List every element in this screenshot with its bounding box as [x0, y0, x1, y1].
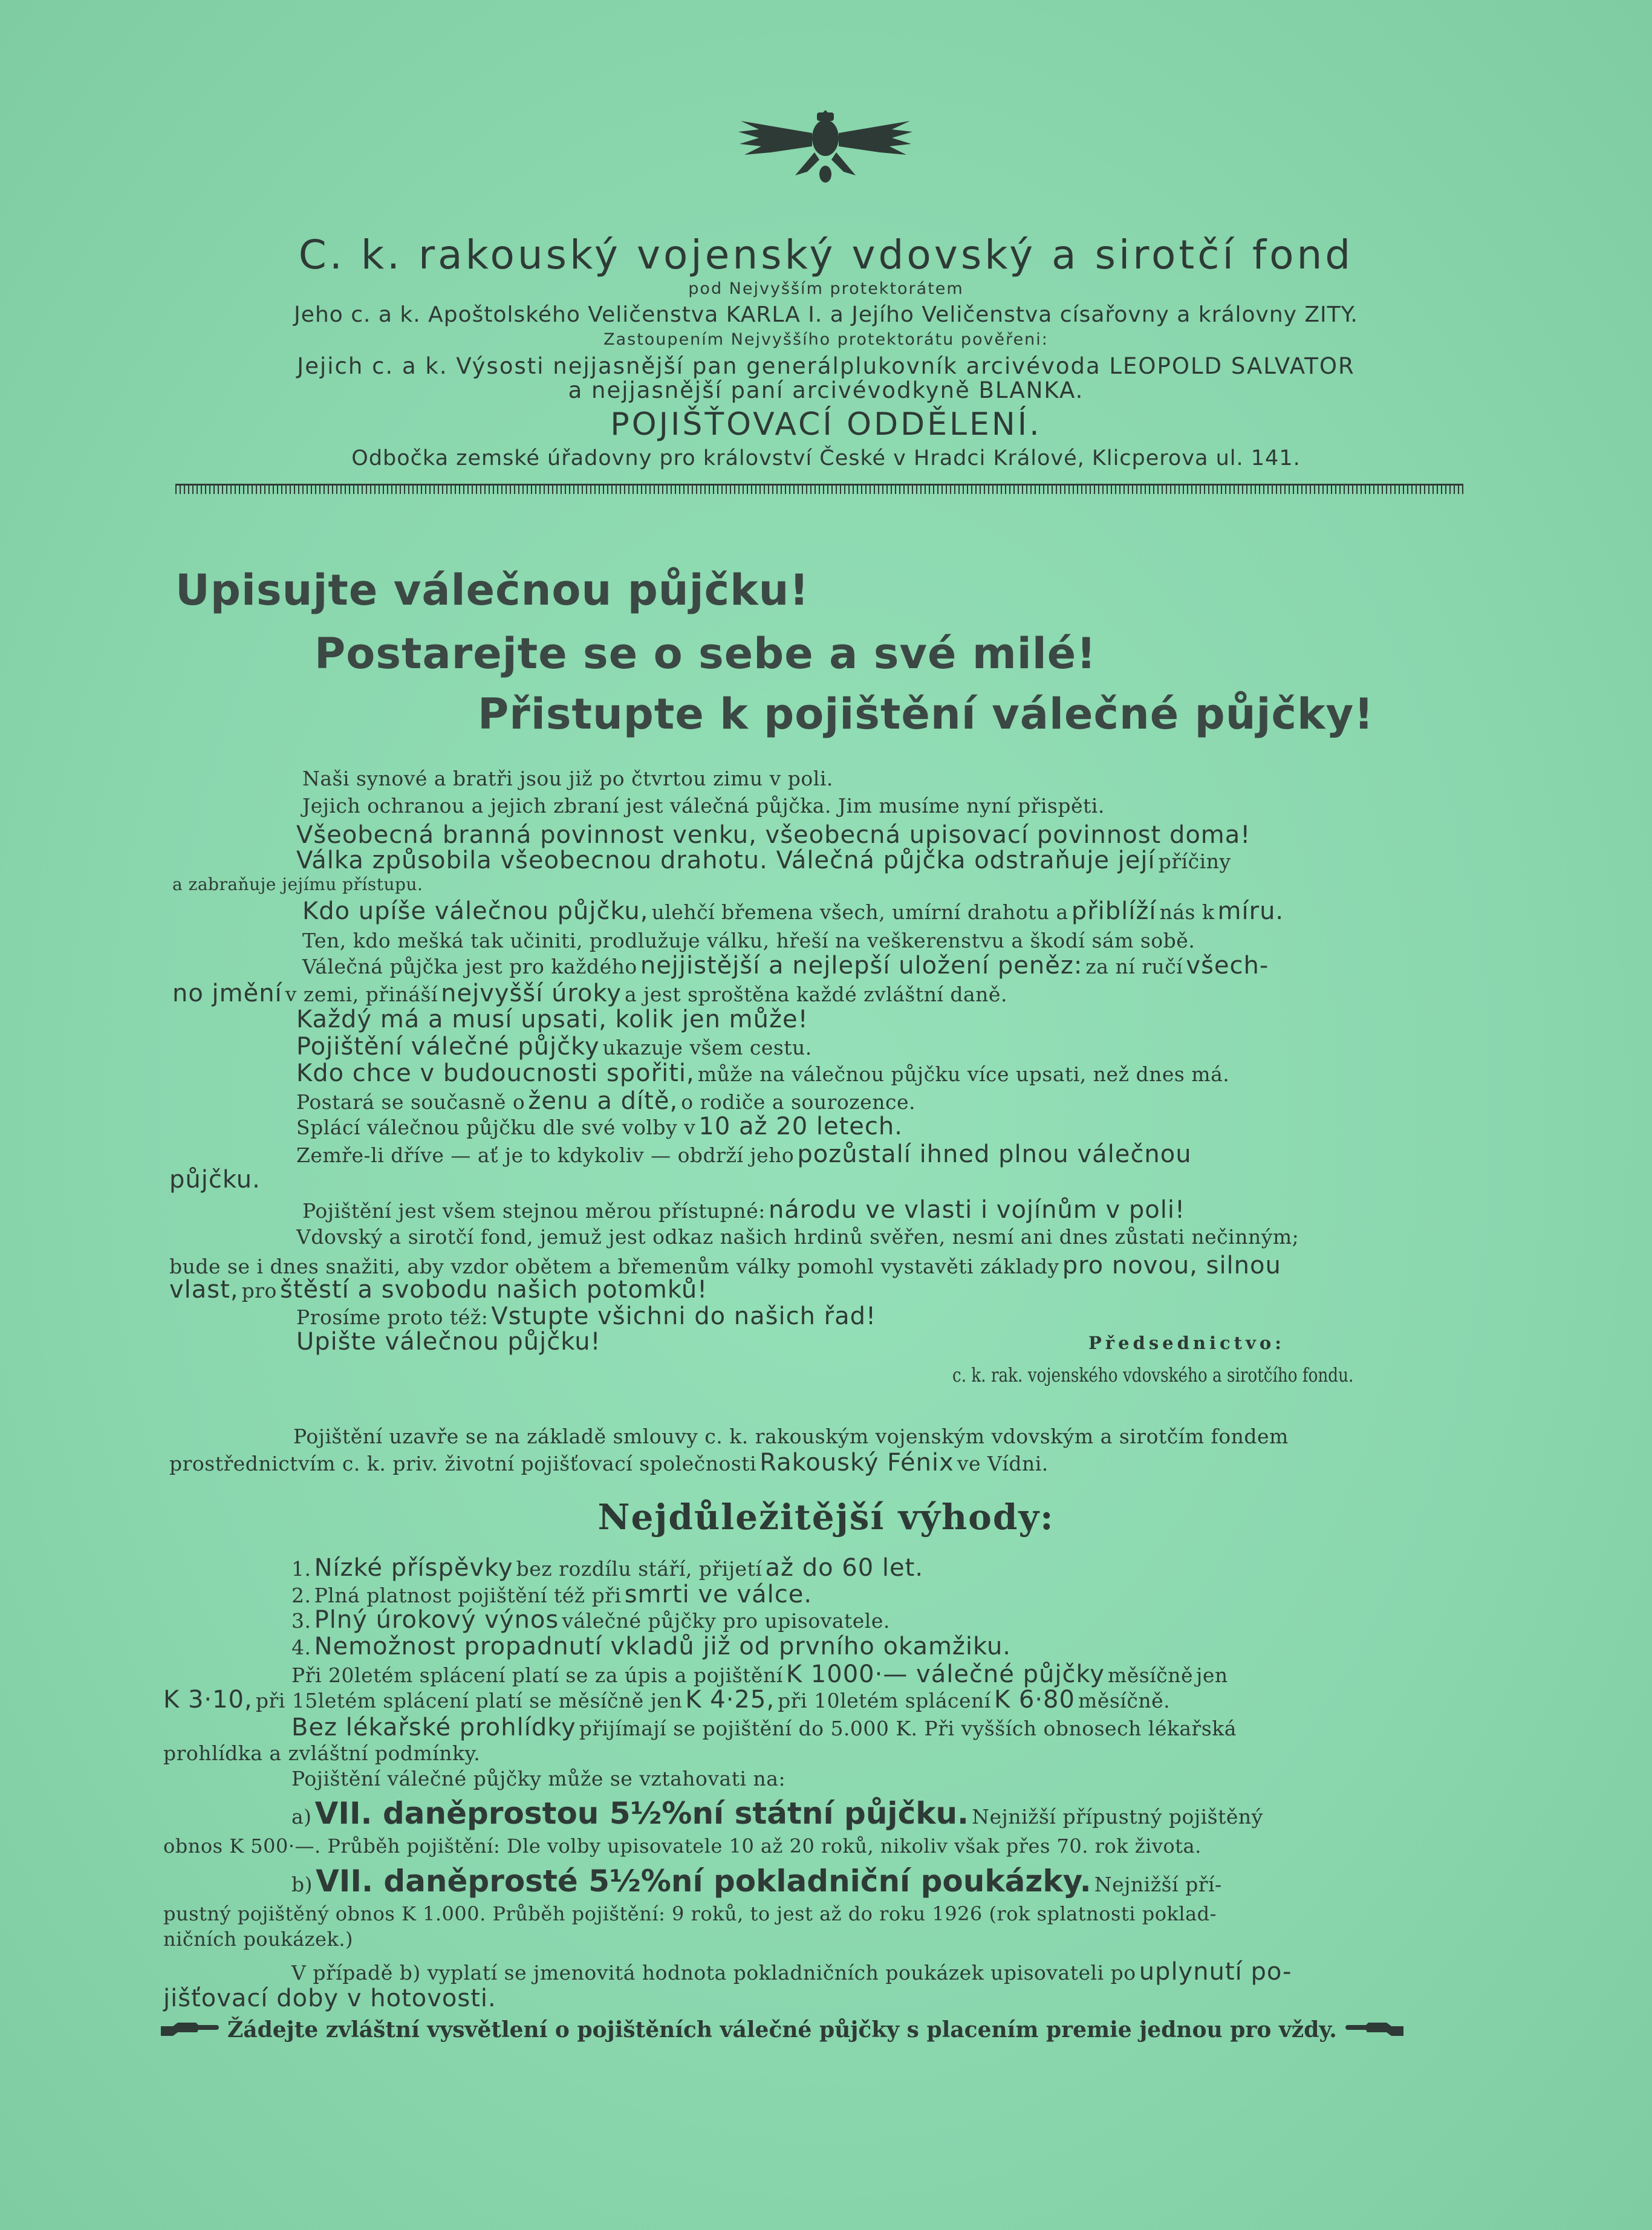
medical-line-1 [291, 1714, 1237, 1741]
body-line [296, 1033, 812, 1061]
body-line [296, 1140, 1192, 1168]
body-fragment: Kdo upíše válečnou půjčku, [302, 897, 649, 925]
option-b-line-1 [291, 1864, 1222, 1899]
body-line: Upište válečnou půjčku! [296, 1328, 601, 1356]
body-fragment: ženu a dítě, [528, 1087, 678, 1115]
body-fragment: příčiny [1158, 850, 1231, 873]
body-fragment: Válka způsobila všeobecnou drahotu. Válečná půjčka odstraňuje její [296, 847, 1156, 874]
option-a-line-2: obnos K 500·—. Průběh pojištění: Dle volby upisovatele 10 až 20 roků, nikoliv však přes 70. rok života. [163, 1835, 1202, 1858]
header-line-2: Jeho c. a k. Apoštolského Veličenstva KARLA I. a Jejího Veličenstva císařovny a královny ZITY. [294, 302, 1358, 327]
headline-1: Upisujte válečnou půjčku! [175, 565, 810, 615]
medical-fragment: přijímají se pojištění do 5.000 K. Při vyšších obnosech lékařská [579, 1717, 1237, 1740]
applies-line: Pojištění válečné půjčky může se vztahovati na: [291, 1767, 786, 1790]
medical-line-2: prohlídka a zvláštní podmínky. [163, 1741, 481, 1765]
body-fragment: ulehčí břemena všech, umírní drahotu a [651, 900, 1068, 924]
body-line [302, 952, 1269, 980]
rate-fragment: měsíčně. [1078, 1689, 1171, 1712]
body-line: půjčku. [169, 1166, 261, 1194]
payout-fragment: uplynutí po- [1139, 1958, 1292, 1986]
rate-fragment: jen [1196, 1663, 1228, 1687]
option-letter: a) [291, 1805, 312, 1829]
rate-fragment: K 3·10, [163, 1686, 253, 1714]
payout-line-2: jišťovací doby v hotovosti. [163, 1985, 496, 2012]
body-fragment: může na válečnou půjčku více upsati, než dnes má. [697, 1062, 1230, 1086]
branch-address: Odbočka zemské úřadovny pro království České v Hradci Králové, Klicperova ul. 141. [351, 446, 1301, 470]
item-fragment: bez rozdílu stáří, přijetí [516, 1557, 763, 1581]
body-line [302, 897, 1284, 925]
body-fragment: 10 až 20 letech. [698, 1113, 903, 1140]
option-title: VII. daněprostou 5½%ní státní půjčku. [314, 1796, 969, 1831]
advantage-item-4 [291, 1633, 1011, 1660]
body-fragment: Válečná půjčka jest pro každého [302, 955, 637, 978]
body-line [296, 1302, 876, 1330]
option-fragment: Nejnižší pří- [1094, 1873, 1222, 1896]
body-fragment: vlast, [169, 1276, 239, 1304]
rate-fragment: K 1000·— válečné půjčky [785, 1660, 1105, 1688]
body-line: Naši synové a bratři jsou již po čtvrtou zimu v poli. [302, 767, 833, 790]
option-fragment: Nejnižší přípustný pojištěný [972, 1805, 1263, 1829]
option-b-line-2: pustný pojištěný obnos K 1.000. Průběh pojištění: 9 roků, to jest až do roku 1926 (rok splatnosti poklad- [163, 1902, 1217, 1925]
item-fragment: válečné půjčky pro upisovatele. [562, 1609, 890, 1633]
payout-line-1 [291, 1958, 1292, 1986]
rate-fragment: K 6·80 [993, 1686, 1075, 1714]
body-fragment: pro [241, 1279, 277, 1302]
body-fragment: přiblíží [1071, 897, 1157, 925]
advantage-item-3 [291, 1606, 890, 1634]
option-letter: b) [291, 1873, 313, 1896]
body-line: Ten, kdo mešká tak učiniti, prodlužuje válku, hřeší na veškerenstvu a škodí sám sobě. [302, 929, 1195, 952]
body-fragment: a jest sproštěna každé zvláštní daně. [624, 983, 1007, 1006]
header-line-4: Jejich c. a k. Výsosti nejjasnější pan generálplukovník arcivévoda LEOPOLD SALVATOR [297, 353, 1355, 379]
contract-line-1: Pojištění uzavře se na základě smlouvy c. k. rakouským vojenským vdovským a sirotčím fondem [293, 1425, 1289, 1448]
header-line-3: Zastoupením Nejvyššího protektorátu pověřeni: [603, 330, 1049, 349]
body-fragment: bude se i dnes snažiti, aby vzdor obětem a břemenům války pomohl vystavěti základy [169, 1255, 1059, 1278]
signature-name: c. k. rak. vojenského vdovského a sirotčího fondu. [952, 1364, 1354, 1386]
body-line [296, 847, 1231, 874]
contract-fragment: prostřednictvím c. k. priv. životní pojišťovací společnosti [169, 1452, 757, 1475]
rate-fragment: měsíčně [1107, 1663, 1194, 1687]
body-line [172, 980, 1007, 1007]
item-number: 1. [291, 1557, 311, 1581]
body-fragment: všech- [1186, 952, 1269, 980]
body-line: Jejich ochranou a jejich zbraní jest válečná půjčka. Jim musíme nyní přispěti. [302, 794, 1105, 818]
body-fragment: Prosíme proto též: [296, 1305, 489, 1329]
headline-2: Postarejte se o sebe a své milé! [314, 629, 1097, 678]
option-a-line-1 [291, 1796, 1263, 1831]
medical-fragment: Bez lékařské prohlídky [291, 1714, 576, 1741]
body-fragment: Pojištění jest všem stejnou měrou přístupné: [302, 1199, 766, 1223]
body-fragment: o rodiče a sourozence. [681, 1090, 915, 1114]
item-fragment: až do 60 let. [765, 1554, 924, 1582]
body-line [296, 1087, 915, 1115]
body-fragment: pro novou, silnou [1062, 1252, 1281, 1279]
body-fragment: Kdo chce v budoucnosti spořiti, [296, 1059, 695, 1087]
body-fragment: nejjistější a nejlepší uložení peněz: [640, 952, 1083, 980]
rate-fragment: K 4·25, [685, 1686, 775, 1714]
header-title: C. k. rakouský vojenský vdovský a sirotčí fond [298, 232, 1354, 278]
advantage-item-1 [291, 1554, 923, 1582]
rate-line-2 [163, 1686, 1170, 1714]
header-line-1: pod Nejvyšším protektorátem [688, 279, 964, 298]
body-fragment: za ní ručí [1085, 955, 1183, 978]
item-number: 4. [291, 1636, 311, 1659]
header-divider [175, 484, 1463, 494]
item-fragment: Nízké příspěvky [314, 1554, 513, 1582]
body-fragment: Splácí válečnou půjčku dle své volby v [296, 1116, 696, 1139]
body-fragment: Pojištění válečné půjčky [296, 1033, 600, 1061]
body-fragment: Vstupte všichni do našich řad! [491, 1302, 877, 1330]
pointing-hand-left-icon [1345, 2018, 1406, 2042]
department-title: POJIŠŤOVACÍ ODDĚLENÍ. [610, 406, 1042, 443]
body-line [296, 1113, 903, 1140]
rate-line-1 [291, 1660, 1228, 1688]
body-fragment: nás k [1159, 900, 1215, 924]
item-fragment: Plná platnost pojištění též při [314, 1584, 622, 1607]
option-b-line-3: ničních poukázek.) [163, 1928, 353, 1951]
payout-fragment: V případě b) vyplatí se jmenovitá hodnota pokladničních poukázek upisovateli po [291, 1961, 1136, 1985]
body-fragment: národu ve vlasti i vojínům v poli! [768, 1196, 1186, 1224]
footer-note [158, 2017, 1406, 2043]
body-fragment: míru. [1217, 897, 1284, 925]
body-line: a zabraňuje jejímu přístupu. [172, 874, 423, 894]
item-number: 3. [291, 1609, 311, 1633]
body-line [296, 1059, 1229, 1087]
item-fragment: Plný úrokový výnos [314, 1606, 559, 1634]
contract-line-2 [169, 1449, 1049, 1477]
body-fragment: nejvyšší úroky [441, 980, 622, 1007]
body-line: Každý má a musí upsati, kolik jen může! [296, 1006, 808, 1033]
body-line: Všeobecná branná povinnost venku, všeobecná upisovací povinnost doma! [296, 821, 1251, 849]
headline-3: Přistupte k pojištění válečné půjčky! [478, 689, 1374, 739]
item-fragment: smrti ve válce. [624, 1581, 813, 1608]
rate-fragment: při 15letém splácení platí se měsíčně jen [255, 1689, 683, 1712]
body-fragment: no jmění [172, 980, 282, 1007]
body-line: Vdovský a sirotčí fond, jemuž jest odkaz našich hrdinů svěřen, nesmí ani dnes zůstati nečinným; [296, 1225, 1299, 1249]
body-fragment: Postará se současně o [296, 1090, 525, 1114]
item-number: 2. [291, 1584, 311, 1607]
body-fragment: v zemi, přináší [285, 983, 438, 1006]
body-fragment: štěstí a svobodu našich potomků! [280, 1276, 708, 1304]
footer-text: Žádejte zvláštní vysvětlení o pojištěních válečné půjčky s placením premie jednou pro vždy. [227, 2017, 1337, 2043]
option-title: VII. daněprosté 5½%ní pokladniční poukázky. [316, 1864, 1091, 1899]
advantages-title: Nejdůležitější výhody: [597, 1497, 1055, 1538]
pointing-hand-right-icon [158, 2018, 219, 2042]
body-fragment: pozůstalí ihned plnou válečnou [797, 1140, 1192, 1168]
rate-fragment: Při 20letém splácení platí se za úpis a pojištění [291, 1663, 783, 1687]
contract-fragment: Rakouský Fénix [759, 1449, 954, 1477]
header-line-5: a nejjasnější paní arcivévodkyně BLANKA. [568, 377, 1084, 403]
body-fragment: ukazuje všem cestu. [602, 1036, 812, 1059]
contract-fragment: ve Vídni. [957, 1452, 1049, 1475]
body-line [169, 1276, 707, 1304]
rate-fragment: při 10letém splácení [778, 1689, 991, 1712]
body-line [302, 1196, 1185, 1224]
advantage-item-2 [291, 1581, 812, 1608]
signature-title: Předsednictvo: [1088, 1333, 1285, 1353]
eagle-emblem-icon [735, 109, 916, 187]
item-fragment: Nemožnost propadnutí vkladů již od prvního okamžiku. [314, 1633, 1012, 1660]
body-fragment: Zemře-li dříve — ať je to kdykoliv — obdrží jeho [296, 1143, 795, 1167]
